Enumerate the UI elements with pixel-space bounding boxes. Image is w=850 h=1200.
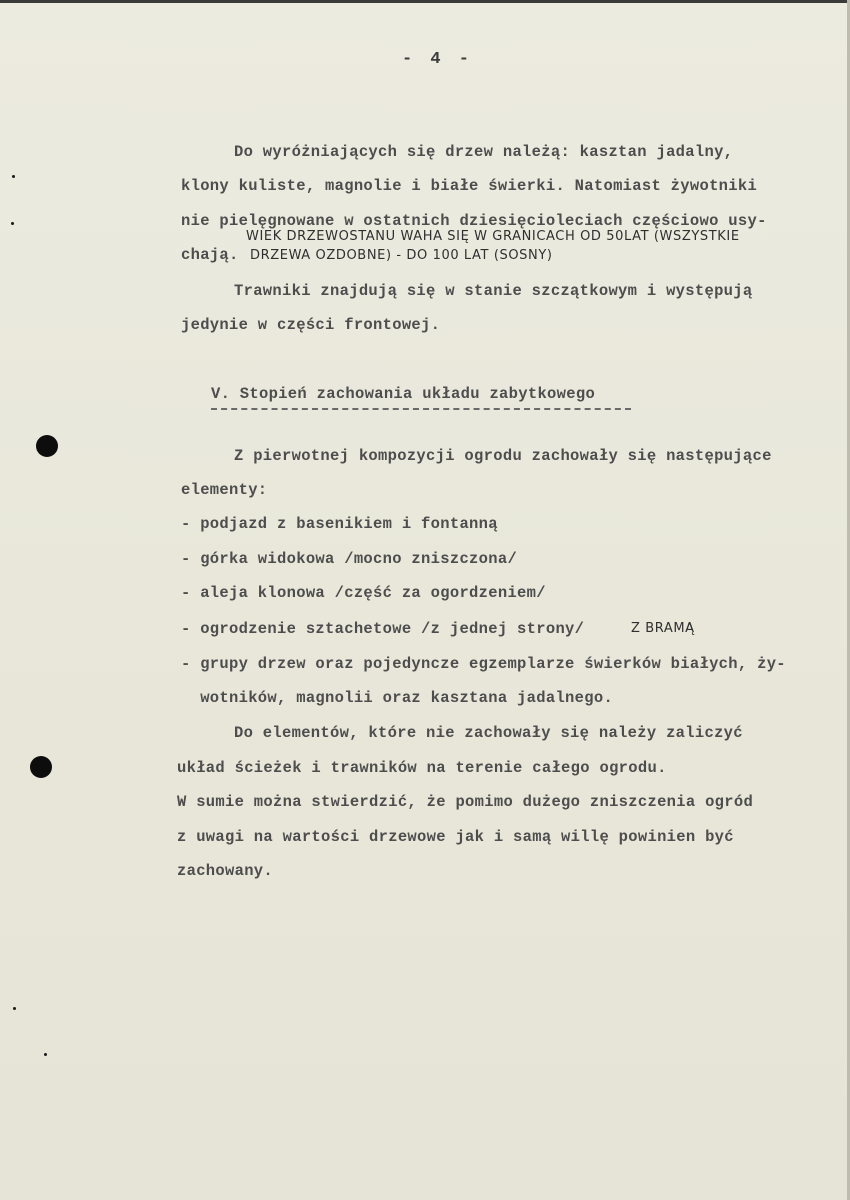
handwritten-note-line: DRZEWA OZDOBNE) - DO 100 LAT (SOSNY) xyxy=(250,248,553,263)
list-item: - grupy drzew oraz pojedyncze egzemplarze świerków białych, ży- xyxy=(181,655,786,673)
scan-speck xyxy=(44,1053,47,1056)
paragraph-2-line: Trawniki znajdują się w stanie szczątkowym i występują xyxy=(234,282,753,300)
list-item: - górka widokowa /mocno zniszczona/ xyxy=(181,550,518,568)
paragraph-1-line: klony kuliste, magnolie i białe świerki. Natomiast żywotniki xyxy=(181,177,758,195)
handwritten-note-line: WIEK DRZEWOSTANU WAHA SIĘ W GRANICACH OD 50LAT (WSZYSTKIE xyxy=(246,229,740,244)
scan-speck xyxy=(12,175,15,178)
punch-hole-top xyxy=(36,435,58,457)
paragraph-2-line: jedynie w części frontowej. xyxy=(181,316,441,334)
list-item: - ogrodzenie sztachetowe /z jednej strony/ xyxy=(181,620,585,638)
paragraph-3-line: z uwagi na wartości drzewowe jak i samą willę powinien być xyxy=(177,828,734,846)
paragraph-1-line: nie pielęgnowane w ostatnich dziesięcioleciach częściowo usy- xyxy=(181,212,767,230)
intro-line: Z pierwotnej kompozycji ogrodu zachowały się następujące xyxy=(234,447,772,465)
scan-speck xyxy=(11,222,14,225)
list-item: - podjazd z basenikiem i fontanną xyxy=(181,515,498,533)
list-handwritten-addition: Z BRAMĄ xyxy=(631,621,695,636)
punch-hole-bottom xyxy=(30,756,52,778)
section-heading-underline xyxy=(211,408,631,410)
list-item-continuation: wotników, magnolii oraz kasztana jadalnego. xyxy=(181,689,614,707)
page-number: - 4 - xyxy=(402,50,474,69)
paragraph-3-line: układ ścieżek i trawników na terenie całego ogrodu. xyxy=(177,759,667,777)
scan-top-edge xyxy=(0,0,850,3)
scan-speck xyxy=(13,1007,16,1010)
section-heading: V. Stopień zachowania układu zabytkowego xyxy=(211,385,596,403)
paragraph-3-line: Do elementów, które nie zachowały się należy zaliczyć xyxy=(234,724,743,742)
paragraph-1-line: chają. xyxy=(181,246,239,264)
intro-line: elementy: xyxy=(181,481,268,499)
list-item: - aleja klonowa /część za ogordzeniem/ xyxy=(181,584,546,602)
paragraph-3-line: W sumie można stwierdzić, że pomimo dużego zniszczenia ogród xyxy=(177,793,754,811)
paragraph-3-line: zachowany. xyxy=(177,862,274,880)
paragraph-1-line: Do wyróżniających się drzew należą: kasztan jadalny, xyxy=(234,143,734,161)
